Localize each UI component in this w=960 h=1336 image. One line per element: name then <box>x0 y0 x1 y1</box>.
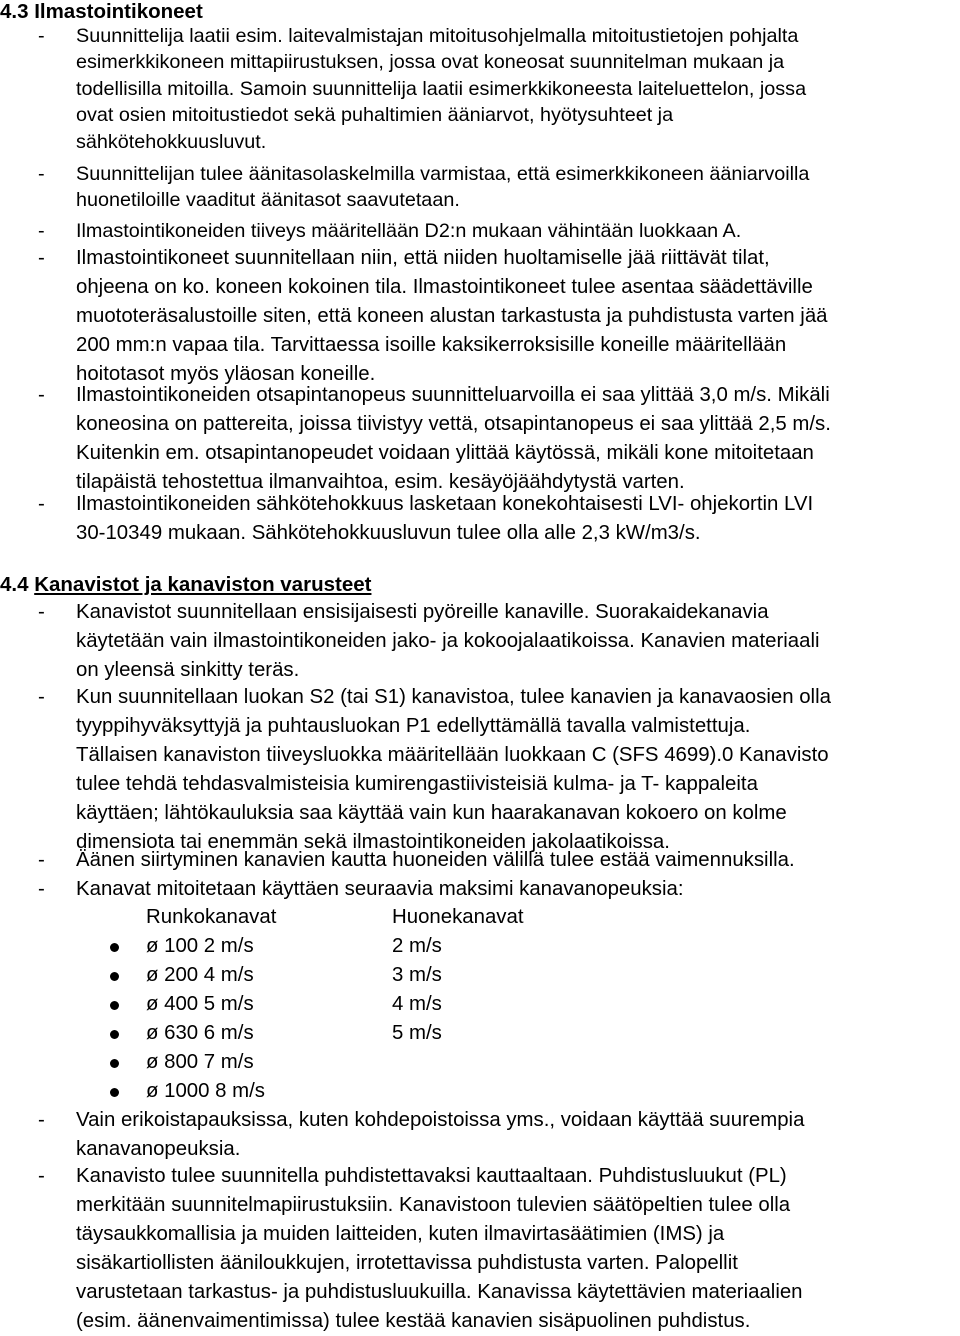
bullet-icon <box>110 1030 119 1039</box>
list-item <box>0 23 954 155</box>
main-duct-speed: ø 200 4 m/s <box>146 964 254 986</box>
text-line: Äänen siirtyminen kanavien kautta huoneiden välillä tulee estää vaimennuksilla. <box>76 849 795 871</box>
header-main-ducts: Runkokanavat <box>146 906 277 928</box>
list-item-text <box>76 1106 954 1164</box>
main-duct-speed: ø 1000 8 m/s <box>146 1080 265 1102</box>
list-item-text <box>76 161 954 214</box>
bullet-icon <box>110 1088 119 1097</box>
text-line: käyttäen; lähtökauluksia saa käyttää vain kun haarakanavan kokoero on kolme <box>76 802 787 824</box>
list-item-text <box>76 875 954 904</box>
text-line: varustetaan tarkastus- ja puhdistusluukuilla. Kanavissa käytettävien materiaalien <box>76 1281 803 1303</box>
dash-marker: - <box>38 849 45 871</box>
text-line: huonetiloille vaaditut äänitasot saavutetaan. <box>76 189 460 212</box>
text-line: todellisilla mitoilla. Samoin suunnittelija laatii esimerkkikoneesta laiteluettelon, jossa <box>76 77 807 100</box>
list-item-text <box>76 381 954 497</box>
dash-marker: - <box>38 163 45 185</box>
speed-row <box>0 961 960 990</box>
speed-row <box>0 1077 960 1106</box>
text-line: Kuitenkin em. otsapintanopeudet voidaan ylittää käytössä, mikäli kone mitoitetaan <box>76 442 814 464</box>
text-line: kanavanopeuksia. <box>76 1138 241 1160</box>
text-line: esimerkkikoneen mittapiirustuksen, jossa ovat koneosat suunnitelman mukaan ja <box>76 51 785 74</box>
text-line: Vain erikoistapauksissa, kuten kohdepoistoissa yms., voidaan käyttää suurempia <box>76 1109 805 1131</box>
main-duct-speed: ø 100 2 m/s <box>146 935 254 957</box>
list-item <box>0 490 954 548</box>
text-line: koneosina on pattereita, joissa tiivistyy vettä, otsapintanopeus ei saa ylittää 2,5 m/s. <box>76 413 831 435</box>
dash-marker: - <box>38 878 45 900</box>
list-item-text <box>76 23 954 155</box>
dash-marker: - <box>38 601 45 623</box>
dash-marker: - <box>38 686 45 708</box>
list-item-text <box>76 846 954 875</box>
speed-row <box>0 932 960 961</box>
speed-row <box>0 990 960 1019</box>
list-item-text <box>76 490 954 548</box>
text-line: Tällaisen kanaviston tiiveysluokka määritellään luokkaan C (SFS 4699).0 Kanavisto <box>76 744 829 766</box>
list-item <box>0 875 954 904</box>
list-item-text <box>76 598 954 685</box>
dash-marker: - <box>38 25 45 47</box>
text-line: Kanavistot suunnitellaan ensisijaisesti pyöreille kanaville. Suorakaidekanavia <box>76 601 769 623</box>
text-line: ohjeena on ko. koneen kokoinen tila. Ilmastointikoneet tulee asentaa säädettäville <box>76 276 813 298</box>
list-item-text <box>76 683 954 857</box>
bullet-icon <box>110 1059 119 1068</box>
text-line: tyyppihyväksyttyjä ja puhtausluokan P1 edellyttämällä tavalla valmistettuja. <box>76 715 751 737</box>
text-line: ovat osien mitoitustiedot sekä puhaltimien ääniarvot, hyötysuhteet ja <box>76 104 674 127</box>
text-line: Kun suunnitellaan luokan S2 (tai S1) kanavistoa, tulee kanavien ja kanavaosien olla <box>76 686 831 708</box>
list-item <box>0 683 954 857</box>
dash-marker: - <box>38 384 45 406</box>
text-line: Kanavat mitoitetaan käyttäen seuraavia maksimi kanavanopeuksia: <box>76 878 684 900</box>
list-item-text <box>76 1162 954 1336</box>
room-duct-speed: 2 m/s <box>392 935 442 957</box>
text-line: Suunnittelija laatii esim. laitevalmistajan mitoitusohjelmalla mitoitustietojen pohjalta <box>76 25 799 47</box>
main-duct-speed: ø 800 7 m/s <box>146 1051 254 1073</box>
list-item <box>0 846 954 875</box>
text-line: sisäkartiollisten ääniloukkujen, irrotettavissa puhdistusta varten. Palopellit <box>76 1252 738 1274</box>
speed-row <box>0 1048 960 1077</box>
dash-marker: - <box>38 247 45 269</box>
text-line: 30-10349 mukaan. Sähkötehokkuusluvun tulee olla alle 2,3 kW/m3/s. <box>76 522 701 544</box>
list-item <box>0 1106 954 1164</box>
dash-marker: - <box>38 493 45 515</box>
text-line: täysaukkomallisia ja muiden laitteiden, kuten ilmavirtasäätimien (IMS) ja <box>76 1223 725 1245</box>
dash-marker: - <box>38 1109 45 1131</box>
list-item-text <box>76 218 954 244</box>
text-line: 200 mm:n vapaa tila. Tarvittaessa isoille kaksikerroksisille koneille määritellään <box>76 334 787 356</box>
header-room-ducts: Huonekanavat <box>392 906 524 928</box>
bullet-icon <box>110 1001 119 1010</box>
text-line: Suunnittelijan tulee äänitasolaskelmilla varmistaa, että esimerkkikoneen ääniarvoilla <box>76 163 810 185</box>
text-line: (esim. äänenvaimentimissa) tulee kestää kanavien sisäpuolinen puhdistus. <box>76 1310 751 1332</box>
text-line: Kanavisto tulee suunnitella puhdistettavaksi kauttaaltaan. Puhdistusluukut (PL) <box>76 1165 787 1187</box>
section-heading-4-4 <box>0 573 371 597</box>
bullet-icon <box>110 972 119 981</box>
main-duct-speed: ø 400 5 m/s <box>146 993 254 1015</box>
text-line: Ilmastointikoneiden tiiveys määritellään D2:n mukaan vähintään luokkaan A. <box>76 220 742 242</box>
speed-row <box>0 1019 960 1048</box>
room-duct-speed: 3 m/s <box>392 964 442 986</box>
bullet-icon <box>110 943 119 952</box>
list-item <box>0 1162 954 1336</box>
dash-marker: - <box>38 1165 45 1187</box>
room-duct-speed: 4 m/s <box>392 993 442 1015</box>
list-item <box>0 218 954 244</box>
text-line: on yleensä sinkitty teräs. <box>76 659 300 681</box>
list-item-text <box>76 244 954 389</box>
text-line: dimensiota tai enemmän sekä ilmastointikoneiden jakolaatikoissa. <box>76 831 670 853</box>
text-line: merkitään suunnitelmapiirustuksiin. Kanavistoon tulevien säätöpeltien tulee olla <box>76 1194 791 1216</box>
text-line: muototeräsalustoille siten, että koneen alustan tarkastusta ja puhdistusta varten jää <box>76 305 828 327</box>
text-line: tulee tehdä tehdasvalmisteisia kumirengastiivisteisiä kulma- ja T- kappaleita <box>76 773 758 795</box>
main-duct-speed: ø 630 6 m/s <box>146 1022 254 1044</box>
text-line: tilapäistä tehostettua ilmanvaihtoa, esim. kesäyöjäähdytystä varten. <box>76 471 685 493</box>
text-line: Ilmastointikoneiden otsapintanopeus suunnitteluarvoilla ei saa ylittää 3,0 m/s. Mikäli <box>76 384 830 406</box>
room-duct-speed: 5 m/s <box>392 1022 442 1044</box>
text-line: Ilmastointikoneiden sähkötehokkuus lasketaan konekohtaisesti LVI- ohjekortin LVI <box>76 493 814 515</box>
text-line: käytetään vain ilmastointikoneiden jako- ja kokoojalaatikoissa. Kanavien materiaali <box>76 630 820 652</box>
heading-title: Kanavistot ja kanaviston varusteet <box>34 573 372 596</box>
list-item <box>0 381 954 497</box>
list-item <box>0 244 954 389</box>
dash-marker: - <box>38 220 45 242</box>
section-heading-4-3: 4.3 Ilmastointikoneet <box>0 0 203 23</box>
text-line: Ilmastointikoneet suunnitellaan niin, että niiden huoltamiselle jää riittävät tilat, <box>76 247 770 269</box>
text-line: hoitotasot myös yläosan koneille. <box>76 363 376 385</box>
list-item <box>0 161 954 214</box>
text-line: sähkötehokkuusluvut. <box>76 130 267 153</box>
list-item <box>0 598 954 685</box>
heading-number: 4.4 <box>0 573 29 596</box>
